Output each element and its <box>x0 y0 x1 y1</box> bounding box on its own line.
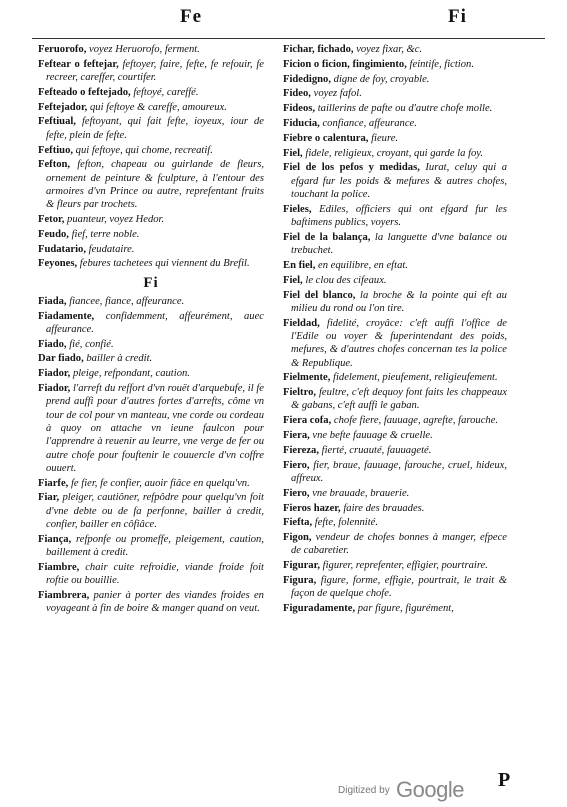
dictionary-entry <box>283 102 507 115</box>
dictionary-entry <box>38 228 264 241</box>
dictionary-entry <box>283 132 507 145</box>
entry-headword: Fiefta, <box>283 517 313 529</box>
dictionary-entry <box>38 144 264 157</box>
dictionary-entry <box>283 371 507 384</box>
dictionary-entry <box>283 231 507 258</box>
dictionary-entry <box>38 310 264 337</box>
dictionary-entry <box>283 161 507 201</box>
entry-headword: Fiarfe, <box>38 477 69 489</box>
google-watermark: Google <box>396 777 464 802</box>
signature-mark: P <box>498 769 511 791</box>
entry-headword: Fiera, <box>283 430 310 442</box>
entry-definition: feftoyant, qui fait fefte, ioyeux, iour de fefte, plein de fefte. <box>46 116 264 141</box>
entry-headword: Dar fiado, <box>38 353 84 365</box>
entry-headword: Fiar, <box>38 492 60 504</box>
right-column <box>283 43 507 617</box>
entry-definition: l'arreft du reffort d'vn rouët d'arquebufe, il fe prend auffi pour d'autres fortes d'arrefts, côme vn tour de col pour vn manteau, vne corde ou cordeau à quoy on attache vn ieune faulcon pour l'apprendre à reuenir au leurre, vne verge de fer ou autre chofe pour fouftenir le couuercle d'vn coffre ouuert. <box>46 383 265 474</box>
entry-definition: panier à porter des viandes froides en voyageant à fin de boire & manger quand on veut. <box>46 589 264 615</box>
left-entries-fi <box>38 295 264 616</box>
entry-headword: Fetor, <box>38 214 65 226</box>
entry-headword: Fidedigno, <box>283 73 331 85</box>
entry-headword: Fieltro, <box>283 387 317 399</box>
entry-headword: Feftejador, <box>38 101 88 113</box>
section-title: Fi <box>143 274 159 291</box>
entry-headword: Fieros hazer, <box>283 502 341 514</box>
entry-definition: qui feftoye & careffe, amoureux. <box>89 101 227 113</box>
dictionary-entry <box>283 487 507 500</box>
entry-headword: Feudo, <box>38 228 69 240</box>
entry-definition: fié, confié. <box>69 338 114 350</box>
entry-definition: fierté, cruauté, fauuageté. <box>321 444 432 456</box>
dictionary-entry <box>38 101 264 114</box>
entry-headword: Fiel, <box>283 147 303 159</box>
entry-definition: refponfe ou promeffe, pleigement, caution, baillement à credit. <box>46 533 265 559</box>
entry-definition: le clou des cifeaux. <box>305 274 387 286</box>
dictionary-entry <box>38 58 264 85</box>
entry-headword: Fiador, <box>38 368 71 380</box>
entry-headword: Figuradamente, <box>283 603 356 615</box>
dictionary-entry <box>283 574 507 601</box>
entry-headword: Fideo, <box>283 88 311 100</box>
entry-definition: faire des brauades. <box>343 502 425 514</box>
header-rule <box>32 38 545 39</box>
entry-definition: vne brauade, brauerie. <box>312 487 410 499</box>
entry-headword: Fiebre o calentura, <box>283 132 369 144</box>
header-left: Fe <box>180 6 203 27</box>
entry-definition: figure, forme, effigie, pourtrait, le trait & façon de quelque chofe. <box>291 574 508 600</box>
entry-definition: vendeur de chofes bonnes à manger, efpece de cabaretier. <box>291 532 507 557</box>
entry-definition: feultre, c'eft dequoy font faits les chappeaux & gabans, c'eft auffi le gaban. <box>291 387 507 412</box>
dictionary-entry <box>283 289 507 316</box>
entry-definition: qui feftoye, qui chome, recreatif. <box>75 144 213 156</box>
entry-definition: la languette d'vne balance ou trebuchet. <box>291 231 507 257</box>
dictionary-entry <box>38 382 264 475</box>
entry-definition: en equilibre, en eftat. <box>318 259 408 271</box>
entry-headword: Fiada, <box>38 295 67 307</box>
entry-definition: fieure. <box>371 132 399 144</box>
entry-definition: feftoyé, careffé. <box>133 86 199 98</box>
dictionary-entry <box>283 502 507 515</box>
entry-definition: confidemment, affeurément, auec affeurance. <box>46 310 264 335</box>
entry-headword: Fiadamente, <box>38 310 95 322</box>
entry-headword: Fefteado o feftejado, <box>38 86 131 98</box>
dictionary-entry <box>38 257 264 270</box>
entry-definition: digne de foy, croyable. <box>333 73 430 85</box>
dictionary-entry <box>38 367 264 380</box>
entry-headword: Fiereza, <box>283 444 319 456</box>
entry-headword: En fiel, <box>283 259 316 271</box>
entry-definition: feintife, fiction. <box>409 58 474 70</box>
dictionary-entry <box>283 386 507 413</box>
entry-headword: Fudatario, <box>38 243 86 255</box>
entry-headword: Fieldad, <box>283 317 320 329</box>
dictionary-entry <box>283 147 507 160</box>
entry-headword: Fiel del blanco, <box>283 289 356 301</box>
entry-headword: Fiel, <box>283 274 303 286</box>
entry-headword: Fiera cofa, <box>283 415 332 427</box>
entry-headword: Feftear o feftejar, <box>38 58 119 70</box>
entry-definition: pleiger, cautiôner, refpôdre pour quelqu'vn foit d'vne debte ou de fa perfonne, bailler à credit, confier, bailler en côfiâce. <box>46 492 264 530</box>
entry-definition: voyez fixar, &c. <box>356 44 423 55</box>
entry-definition: vne befte fauuage & cruelle. <box>312 430 433 442</box>
running-header <box>30 6 545 28</box>
dictionary-entry <box>283 459 507 486</box>
dictionary-entry <box>38 477 264 490</box>
dictionary-entry <box>283 43 507 56</box>
dictionary-entry <box>38 533 264 560</box>
dictionary-entry <box>283 559 507 572</box>
dictionary-entry <box>38 491 264 531</box>
entry-definition: feudataire. <box>88 243 135 255</box>
dictionary-entry <box>283 414 507 427</box>
dictionary-entry <box>283 73 507 86</box>
entry-definition: fidelement, pieufement, religieufement. <box>333 372 498 384</box>
entry-headword: Fiambre, <box>38 561 80 573</box>
entry-definition: taillerins de pafte ou d'autre chofe molle. <box>317 103 493 115</box>
entry-definition: fidelité, croyâce: c'eft auffi l'office de l'Edile ou voyer & fuperintendant des poids, mefures, & d'autres chofes concernan tes la police & Republique. <box>291 317 507 369</box>
entry-definition: fier, braue, fauuage, farouche, cruel, hideux, affreux. <box>291 459 507 484</box>
right-entries <box>283 43 507 615</box>
entry-headword: Fiel de la balança, <box>283 231 371 243</box>
entry-headword: Fiducia, <box>283 117 320 129</box>
dictionary-entry <box>283 317 507 370</box>
entry-definition: fiancee, fiance, affeurance. <box>69 295 185 307</box>
left-entries-fe <box>38 43 264 271</box>
entry-headword: Figurar, <box>283 560 320 572</box>
entry-headword: Feftiuo, <box>38 144 74 156</box>
entry-headword: Fiel de los pefos y medidas, <box>283 162 420 174</box>
entry-definition: febures tachetees qui viennent du Brefil. <box>79 258 250 270</box>
entry-definition: bailler à credit. <box>86 353 153 365</box>
entry-definition: Iurat, celuy qui a efgard fur les poids & mefures & autres chofes, touchant la police. <box>291 162 508 200</box>
entry-definition: fefton, chapeau ou guirlande de fleurs, ornement de peinture & fculpture, à l'entour des armoires d'vn Prince ou autre, reprefentant fruits & fleurs par trochets. <box>46 159 264 211</box>
entry-headword: Figon, <box>283 532 312 544</box>
entry-definition: fidele, religieux, croyant, qui garde la foy. <box>305 147 484 159</box>
dictionary-entry <box>38 243 264 256</box>
entry-definition: chair cuite refroidie, viande froide foit roftie ou bouillie. <box>46 561 264 587</box>
dictionary-entry <box>283 274 507 287</box>
entry-headword: Fiambrera, <box>38 589 90 601</box>
header-right: Fi <box>448 6 467 27</box>
dictionary-entry <box>38 86 264 99</box>
dictionary-entry <box>38 43 264 56</box>
entry-headword: Fiador, <box>38 383 71 395</box>
entry-headword: Fiado, <box>38 338 67 350</box>
entry-headword: Fiero, <box>283 459 310 471</box>
entry-headword: Fielmente, <box>283 372 331 384</box>
entry-headword: Feruorofo, <box>38 44 87 55</box>
entry-definition: feftoyer, faire, fefte, fe refouir, fe recreer, careffer, courtifer. <box>46 58 264 84</box>
entry-headword: Ficion o ficion, fingimiento, <box>283 58 407 70</box>
entry-headword: Feftiual, <box>38 116 76 128</box>
entry-headword: Fefton, <box>38 159 71 171</box>
entry-definition: fief, terre noble. <box>71 228 140 240</box>
dictionary-entry <box>283 429 507 442</box>
entry-headword: Fichar, fichado, <box>283 44 354 55</box>
dictionary-entry <box>38 213 264 226</box>
entry-definition: chofe fiere, fauuage, agrefte, farouche. <box>333 415 499 427</box>
dictionary-entry <box>283 444 507 457</box>
entry-definition: puanteur, voyez Hedor. <box>67 214 165 226</box>
dictionary-entry <box>38 589 264 616</box>
entry-definition: fe fier, fe confier, auoir fiâce en quelqu'vn. <box>70 477 250 489</box>
digitized-label: Digitized by <box>338 785 390 796</box>
dictionary-entry <box>283 203 507 230</box>
entry-definition: confiance, affeurance. <box>322 117 417 129</box>
entry-definition: la broche & la pointe qui eft au milieu du rond ou l'on tire. <box>291 289 507 314</box>
dictionary-entry <box>38 561 264 588</box>
entry-headword: Figura, <box>283 574 317 586</box>
dictionary-entry <box>38 338 264 351</box>
entry-headword: Fieles, <box>283 203 312 215</box>
entry-definition: voyez fafol. <box>313 88 362 100</box>
entry-definition: fefte, folennité. <box>314 517 379 529</box>
entry-definition: Ediles, officiers qui ont efgard fur les baftimens publics, voyers. <box>291 203 507 229</box>
dictionary-entry <box>38 352 264 365</box>
entry-definition: voyez Heruorofo, ferment. <box>89 44 200 55</box>
entry-headword: Fideos, <box>283 103 316 115</box>
entry-definition: pleige, refpondant, caution. <box>72 368 190 380</box>
left-column <box>38 43 264 617</box>
dictionary-entry <box>283 516 507 529</box>
entry-definition: par figure, figurément, <box>357 603 454 615</box>
entry-headword: Fiero, <box>283 487 310 499</box>
dictionary-entry <box>283 58 507 71</box>
page-footer <box>0 769 567 802</box>
dictionary-entry <box>283 87 507 100</box>
entry-definition: figurer, reprefenter, effigier, pourtraire. <box>322 560 488 572</box>
entry-headword: Fiança, <box>38 533 72 545</box>
entry-headword: Feyones, <box>38 258 78 270</box>
dictionary-entry <box>283 259 507 272</box>
dictionary-entry <box>283 117 507 130</box>
dictionary-entry <box>38 115 264 142</box>
dictionary-entry <box>283 531 507 558</box>
dictionary-entry <box>38 295 264 308</box>
dictionary-entry <box>283 602 507 615</box>
dictionary-entry <box>38 158 264 211</box>
